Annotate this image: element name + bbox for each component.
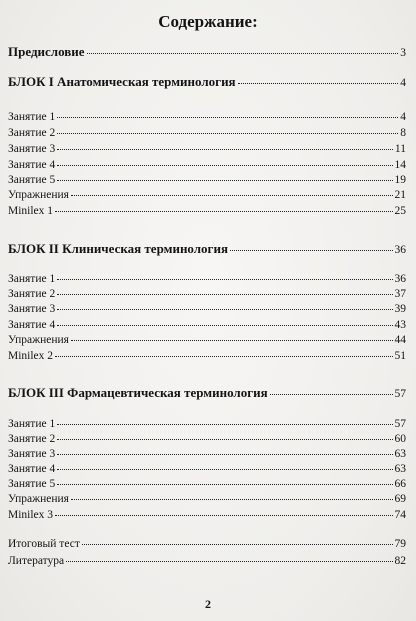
toc-item xyxy=(8,350,406,362)
dot-leader xyxy=(87,53,399,54)
toc-label: Предисловие xyxy=(8,44,85,59)
toc-label: Занятие 3 xyxy=(8,143,56,155)
toc-page: 63 xyxy=(394,448,406,460)
dot-leader xyxy=(57,180,392,181)
dot-leader xyxy=(57,165,392,166)
dot-leader xyxy=(71,340,393,341)
toc-label: Итоговый тест xyxy=(8,538,80,550)
toc-page: 57 xyxy=(394,418,406,430)
toc-label: Занятие 1 xyxy=(8,111,56,123)
toc-label: Занятие 3 xyxy=(8,448,56,460)
toc-label: Упражнения xyxy=(8,189,69,201)
toc-item xyxy=(8,509,406,521)
toc-label: Занятие 1 xyxy=(8,273,56,285)
toc-page: 36 xyxy=(394,244,406,256)
dot-leader xyxy=(71,499,393,500)
toc-page: 36 xyxy=(394,273,406,285)
toc-page: 69 xyxy=(394,493,406,505)
dot-leader xyxy=(57,424,392,425)
toc-page: 51 xyxy=(394,350,406,362)
toc-page: 66 xyxy=(394,478,406,490)
toc-item xyxy=(8,334,406,346)
dot-leader xyxy=(238,83,399,84)
toc-item xyxy=(8,555,406,567)
dot-leader xyxy=(57,439,392,440)
dot-leader xyxy=(57,279,392,280)
toc-label: Занятие 2 xyxy=(8,288,56,300)
toc-item xyxy=(8,478,406,490)
toc-page: 44 xyxy=(394,334,406,346)
toc-page: 19 xyxy=(394,174,406,186)
toc-item xyxy=(8,205,406,217)
toc-page: 57 xyxy=(394,388,406,400)
toc-page: 60 xyxy=(394,433,406,445)
toc-page: 74 xyxy=(394,509,406,521)
toc-page: 43 xyxy=(394,319,406,331)
toc-page: 8 xyxy=(400,127,406,139)
dot-leader xyxy=(57,325,392,326)
toc-item xyxy=(8,159,406,171)
toc-label: Занятие 2 xyxy=(8,433,56,445)
toc-page: 39 xyxy=(394,303,406,315)
toc-block-1 xyxy=(8,74,406,90)
page-title: Содержание: xyxy=(158,12,258,31)
toc-label: Занятие 1 xyxy=(8,418,56,430)
toc-label: Minilex 3 xyxy=(8,509,54,521)
toc-page: 4 xyxy=(400,111,406,123)
dot-leader xyxy=(57,469,392,470)
toc-item xyxy=(8,448,406,460)
toc-block-2 xyxy=(8,241,406,257)
toc-page: 4 xyxy=(400,77,406,89)
dot-leader xyxy=(55,515,392,516)
toc-label: Занятие 4 xyxy=(8,463,56,475)
toc-item xyxy=(8,273,406,285)
dot-leader xyxy=(57,309,392,310)
dot-leader xyxy=(270,394,393,395)
toc-page: 79 xyxy=(394,538,406,550)
toc-item xyxy=(8,189,406,201)
toc-item xyxy=(8,288,406,300)
toc-page: 25 xyxy=(394,205,406,217)
toc-item xyxy=(8,319,406,331)
toc-item xyxy=(8,433,406,445)
toc-label: Minilex 2 xyxy=(8,350,54,362)
dot-leader xyxy=(57,294,392,295)
toc-item xyxy=(8,463,406,475)
toc-label: Упражнения xyxy=(8,334,69,346)
toc-page: 3 xyxy=(400,47,406,59)
toc-label: Занятие 5 xyxy=(8,478,56,490)
toc-label: Упражнения xyxy=(8,493,69,505)
dot-leader xyxy=(55,211,392,212)
toc-label: Занятие 4 xyxy=(8,159,56,171)
toc-label: Занятие 2 xyxy=(8,127,56,139)
toc-label: Занятие 4 xyxy=(8,319,56,331)
toc-page: 11 xyxy=(394,143,406,155)
dot-leader xyxy=(57,484,392,485)
toc-item xyxy=(8,418,406,430)
toc-label: Литература xyxy=(8,555,65,567)
toc-item xyxy=(8,303,406,315)
dot-leader xyxy=(55,356,392,357)
toc-item xyxy=(8,143,406,155)
dot-leader xyxy=(71,195,393,196)
toc-block-title: БЛОК III Фармацевтическая терминология xyxy=(8,385,268,400)
toc-page: 14 xyxy=(394,159,406,171)
toc-item xyxy=(8,174,406,186)
dot-leader xyxy=(57,454,392,455)
dot-leader xyxy=(230,250,393,251)
toc-item xyxy=(8,111,406,123)
toc-label: Minilex 1 xyxy=(8,205,54,217)
dot-leader xyxy=(82,544,393,545)
dot-leader xyxy=(57,133,398,134)
dot-leader xyxy=(57,117,398,118)
toc-preface xyxy=(8,44,406,60)
dot-leader xyxy=(57,149,393,150)
toc-block-3 xyxy=(8,385,406,401)
toc-page: 63 xyxy=(394,463,406,475)
dot-leader xyxy=(66,561,392,562)
toc-item xyxy=(8,538,406,550)
toc-page: 82 xyxy=(394,555,406,567)
toc-label: Занятие 3 xyxy=(8,303,56,315)
toc-item xyxy=(8,493,406,505)
page-number: 2 xyxy=(205,597,211,611)
toc-block-title: БЛОК II Клиническая терминология xyxy=(8,241,228,256)
toc-page: 21 xyxy=(394,189,406,201)
toc-page: 37 xyxy=(394,288,406,300)
toc-block-title: БЛОК I Анатомическая терминология xyxy=(8,74,236,89)
toc-item xyxy=(8,127,406,139)
toc-label: Занятие 5 xyxy=(8,174,56,186)
